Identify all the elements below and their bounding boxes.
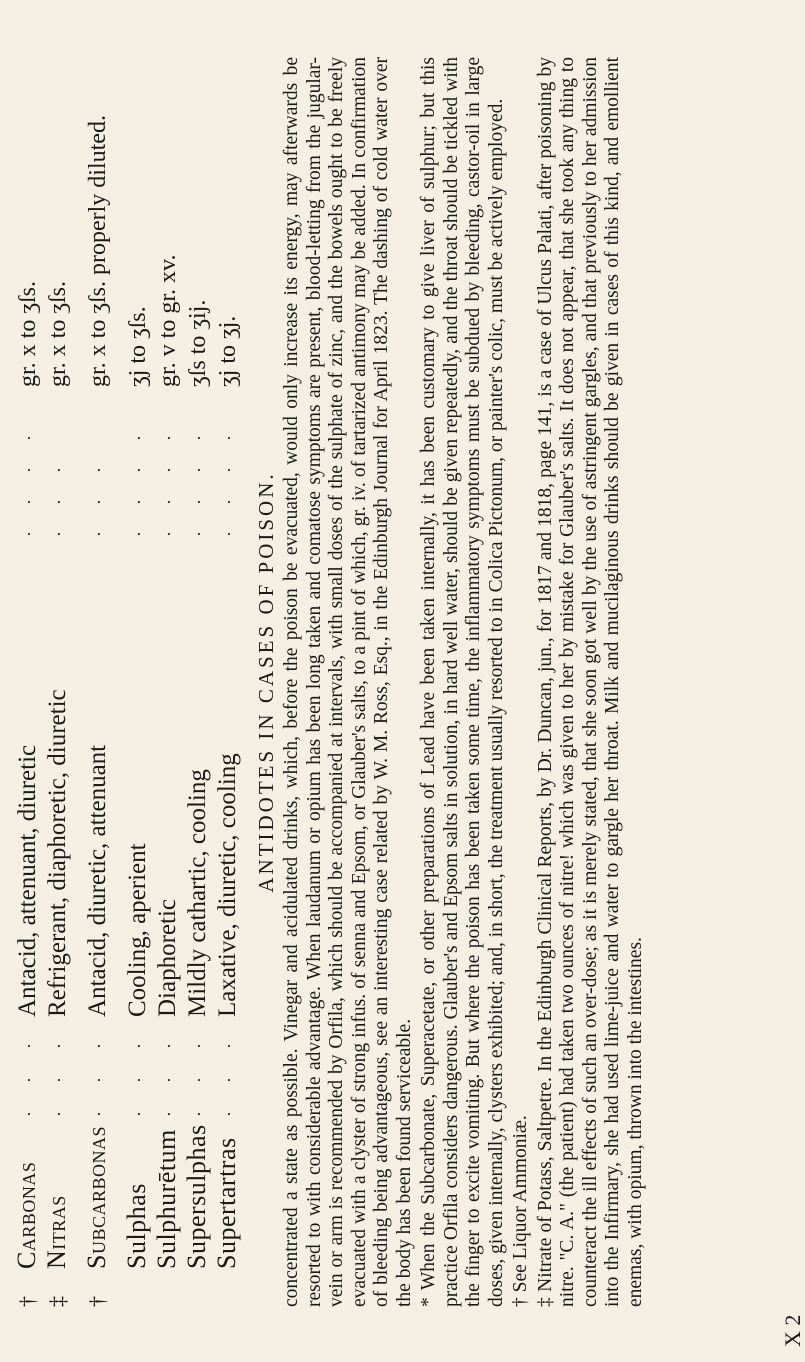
leader-dots: ··· (189, 1015, 209, 1117)
leader-dots: ··· (159, 1015, 179, 1117)
table-row (212, 57, 242, 1307)
preparation-properties: Laxative, diuretic, cooling (214, 753, 241, 1017)
preparation-dose: ʒj to ʒſs. (125, 306, 151, 387)
leader-dots: ··· (219, 1015, 239, 1117)
leader-dots: ··· (89, 441, 109, 537)
footnote-mark: † (85, 1296, 110, 1307)
preparation-name: Sulphas (122, 1183, 151, 1269)
preparation-properties: Antacid, attenuant, diuretic (14, 744, 41, 1017)
table-row (182, 57, 212, 1307)
footnote-mark: † (15, 1296, 40, 1307)
preparation-properties: Mildly cathartic, cooling (184, 769, 211, 1017)
preparation-dose: gr. x to ʒſs. properly diluted. (85, 115, 111, 387)
leader-dots: ···· (159, 409, 179, 537)
preparations-table (12, 57, 242, 1307)
leader-dots: ···· (219, 409, 239, 537)
leader-dots: ···· (19, 409, 39, 537)
preparation-properties: Cooling, aperient (124, 843, 151, 1017)
table-row (12, 57, 42, 1307)
preparation-properties: Diaphoretic (154, 898, 181, 1017)
preparation-dose: gr. x to ʒſs. (45, 281, 71, 387)
preparation-name: Supertartras (212, 1137, 241, 1269)
leader-dots: ··· (19, 1015, 39, 1117)
section-heading: ANTIDOTES IN CASES OF POISON. (254, 471, 278, 893)
table-row (42, 57, 72, 1307)
table-row (122, 57, 152, 1307)
table-row (152, 57, 182, 1307)
preparation-properties: Antacid, diuretic, attenuant (84, 744, 111, 1017)
leader-dots: ···· (129, 409, 149, 537)
body-text (281, 57, 805, 1347)
leader-dots: ··· (49, 1015, 69, 1117)
paragraph: concentrated a state as possible. Vinegar and acidulated drinks, which, before the poison be evacuated, would only increase its energy, may afterwards be resorted to with considerable advantage. When laudanum or opium has been long taken and comatose symptoms are present, blood-letting from the jugular-vein or arm is recommended by Orfila, which should be accompanied at intervals, with small doses of the sulphate of zinc, and the bowels ought to be freely evacuated with a clyster of strong infus. of senna and Epsom, or Glauber's salts, to a pint of which, gr. iv. of tartarized antimony may be added. In confirmation of bleeding being advantageous, see an interesting case related by W. M. Ross, Esq., in the Edinburgh Journal for April 1823. The dashing of cold water over the body has been found serviceable. (281, 57, 415, 1307)
preparation-dose: ʒſs to ʒij. (185, 299, 211, 387)
table-row (82, 57, 112, 1307)
footnote-lead: * When the Subcarbonate, Superacetate, or other preparations of Lead have been taken internally, it has been customary to give liver of sulphur; but this practice Orfila considers dangerous. Glauber's and Epsom salts in solution, in hard well water, should be given repeatedly, and the throat should be tickled with the finger to excite vomiting. But where the poison has been taken some time, the inflammatory symptoms must be subdued by bleeding, castor-oil in large doses, given internally, clysters exhibited; and, in short, the treatment usually resorted to in Colica Pictonum, or painter's colic, must be actively employed. (418, 57, 507, 1307)
footnote-mark: ‡ (45, 1296, 70, 1307)
preparation-dose: ʒj to ʒj. (215, 315, 241, 387)
footnote-ammonia: † See Liquor Ammoniæ. (510, 1115, 531, 1307)
preparation-properties: Refrigerant, diaphoretic, diuretic (44, 689, 71, 1017)
leader-dots: ··· (129, 1015, 149, 1117)
page-content (12, 57, 805, 1347)
leader-dots: ··· (49, 441, 69, 537)
leader-dots: ··· (89, 1015, 109, 1117)
signature-mark: X 2 (780, 1314, 805, 1347)
preparation-name: Supersulphas (182, 1124, 211, 1269)
preparation-name: Subcarbonas (82, 1126, 111, 1269)
preparation-dose: gr. x to ʒſs. (15, 281, 41, 387)
preparation-name: Nitras (42, 1195, 71, 1269)
preparation-name: Carbonas (12, 1161, 41, 1269)
preparation-dose: gr. v to gr. xv. (155, 254, 181, 387)
leader-dots: ···· (189, 409, 209, 537)
footnote-nitrate: ‡ Nitrate of Potass, Saltpetre. In the Edinburgh Clinical Reports, by Dr. Duncan, jun., for 1817 and 1818, page 141, is a case of Ulcus Palati, after poisoning by nitre. "C. A." (the patient) had taken two ounces of nitre! which was given to her by mistake for Glauber's salts. It does not appear, that she took any thing to counteract the ill effects of such an over-dose; as it is merely stated, that she soon got well by the use of astringent gargles, and that previously to her admission into the Infirmary, she had used lime-juice and water to gargle her throat. Milk and mucilaginous drinks should be given in cases of this kind, and emollient enemas, with opium, thrown into the intestines. (534, 57, 646, 1307)
preparation-name: Sulphurētum (152, 1129, 181, 1269)
